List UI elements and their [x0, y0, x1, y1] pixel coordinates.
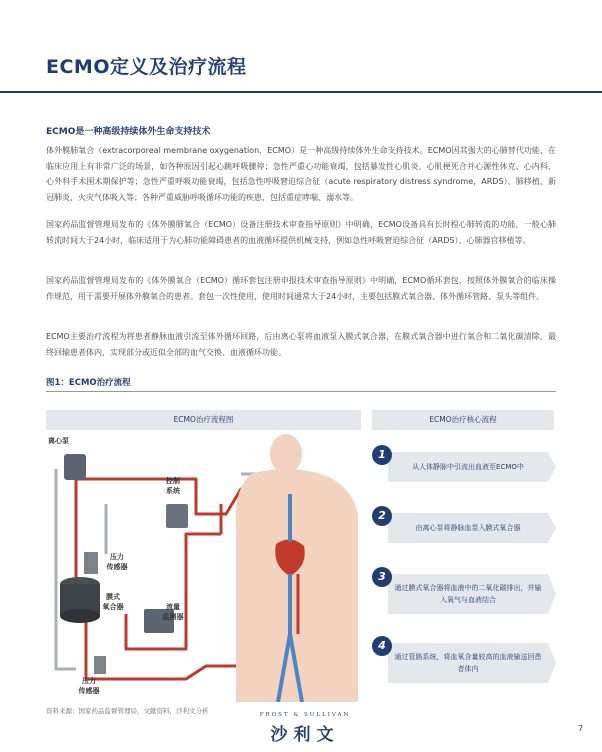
- label-control-system: 控制 系统: [166, 477, 180, 495]
- label-pressure-sensor-1: 压力 传感器: [106, 553, 128, 571]
- right-panel-title: ECMO治疗核心流程: [372, 410, 554, 430]
- step-2-arrow: [548, 513, 556, 543]
- step-1-number: 1: [372, 445, 392, 465]
- logo-main-text: 沙利文: [270, 725, 340, 745]
- step-2-number: 2: [372, 506, 392, 526]
- page-number: 7: [578, 724, 584, 733]
- label-pump: 离心泵: [48, 437, 69, 445]
- page-title: ECMO定义及治疗流程: [46, 56, 247, 78]
- frost-sullivan-logo: [230, 712, 380, 745]
- pump-device: [64, 454, 86, 480]
- ecmo-circuit-diagram: [46, 434, 361, 702]
- paragraph-3: 国家药品监督管理局发布的《体外膜氧合（ECMO）循环套包注册申报技术审查指导原则》中明确，ECMO循环套包，按照体外膜氧合的临床操作规范，用于需要开展体外膜氧合的患者。套包一次性使用，使用时间通常大于24小时，主要包括膜式氧合器、体外循环管路、泵头等组件。: [46, 276, 556, 301]
- step-2-box: 由离心泵将静脉血泵入膜式氧合器: [388, 513, 548, 543]
- left-panel-title: ECMO治疗流程图: [46, 410, 361, 430]
- step-4-box: 通过管路系统，将血氧含量较高的血液输送回患者体内: [388, 643, 548, 683]
- label-flow-monitor: 流量 监测器: [162, 603, 184, 621]
- pressure-sensor-device: [84, 552, 98, 574]
- step-1-box: 从人体静脉中引流出血液至ECMO中: [388, 452, 548, 482]
- figure-label: 图1：ECMO治疗流程: [46, 378, 131, 388]
- paragraph-4: ECMO主要治疗流程为将患者静脉血液引流至体外循环回路，后由离心泵将血液泵入膜式氧合器，在膜式氧合器中进行氧合和二氧化碳清除，最终回输患者体内，实现部分或近似全部的血气交换、血液循环功能。: [46, 332, 556, 357]
- step-1-arrow: [548, 452, 556, 482]
- title-divider: [0, 91, 602, 93]
- label-pressure-sensor-2: 压力 传感器: [78, 677, 100, 695]
- paragraph-2: 国家药品监督管理局发布的《体外膜肺氧合（ECMO）设备注册技术审查指导原则》中明确，ECMO设备具有长时程心肺转流的功能，一般心肺转流时间大于24小时，临床适用于为心肺功能障碍患者的血液循环提供机械支持，例如急性呼吸窘迫综合征（ARDS）、心肺器官移植等。: [46, 220, 556, 245]
- step-3-number: 3: [372, 567, 392, 587]
- logo-top-text: FROST & SULLIVAN: [259, 712, 351, 718]
- source-note: 资料来源：国家药品监督管理局，文献资料，沙利文分析: [46, 707, 209, 715]
- step-3-arrow: [548, 574, 556, 614]
- step-4-number: 4: [372, 636, 392, 656]
- section-heading: ECMO是一种高级持续体外生命支持技术: [46, 127, 211, 137]
- figure-divider: [46, 391, 556, 392]
- label-oxygenator: 膜式 氧合器: [102, 593, 124, 611]
- step-3-box: 通过膜式氧合器将血液中的二氧化碳排出，并输入氧气与血液结合: [388, 574, 548, 614]
- control-system-device: [166, 504, 188, 528]
- paragraph-1: 体外膜肺氧合（extracorporeal membrane oxygenation，ECMO）是一种高级持续体外生命支持技术。ECMO因其强大的心肺替代功能，在临床应用上有非常广泛的场景，如各种原因引起心跳呼吸骤停；急性严重心功能衰竭，包括暴发性心肌炎、心肌梗死合并心源性休克、心内科、心外科手术围术期保护等；急性严重呼吸功能衰竭，包括急性呼吸窘迫综合征（acute respiratory distress syndrome，ARDS）、肺移植、新冠肺炎，火灾气体吸入等；各种严重威胁呼吸循环功能的疾患，包括重症哮喘、溺水等。: [46, 146, 556, 202]
- patient-body: [236, 434, 358, 702]
- ecmo-circuit-illustration: [46, 434, 361, 702]
- step-4-arrow: [548, 643, 556, 683]
